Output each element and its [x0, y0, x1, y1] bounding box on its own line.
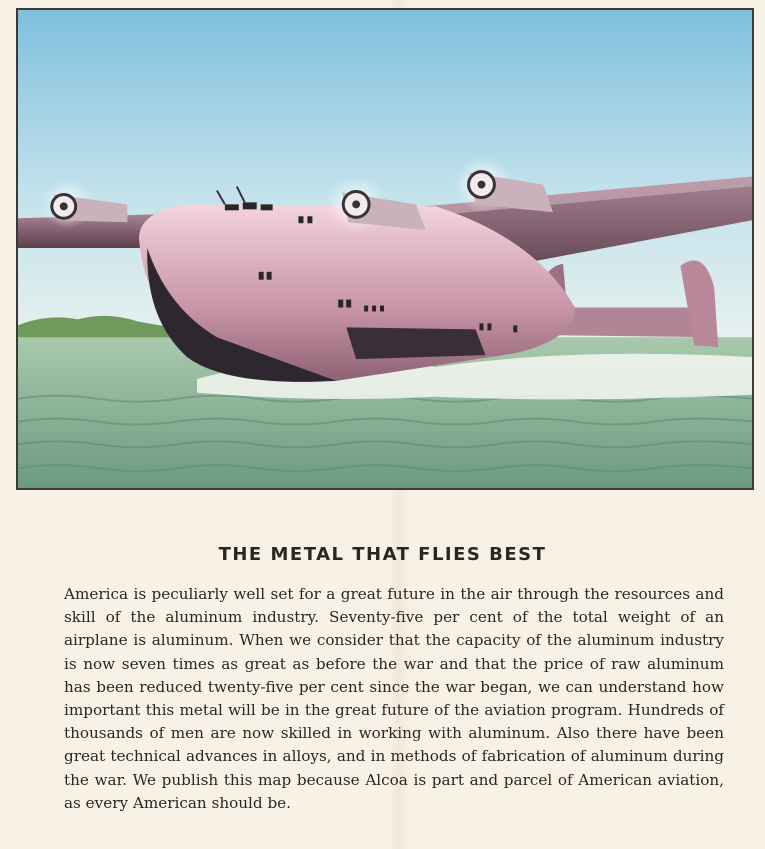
article-heading: THE METAL THAT FLIES BEST — [218, 544, 547, 565]
article-body: America is peculiarly well set for a great future in the air through the resources and skill of the aluminum industry. Seventy-five per cent of the total weight of an airplane is aluminum. When we consider that the capacity of the aluminum industry is now seven times as great as before the war and that the price of raw aluminum has been reduced twenty-five per cent since the war began, we can understand how important this metal will be in the great future of the aviation program. Hundreds of thousands of men are now skilled in working with aluminum. Also there have been great technical advances in alloys, and in methods of fabrication of aluminum during the war. We publish this map because Alcoa is part and parcel of American aviation, as every American should be. — [64, 585, 724, 812]
flying-boat-illustration — [16, 8, 754, 490]
flying-boat-picture — [18, 10, 752, 488]
